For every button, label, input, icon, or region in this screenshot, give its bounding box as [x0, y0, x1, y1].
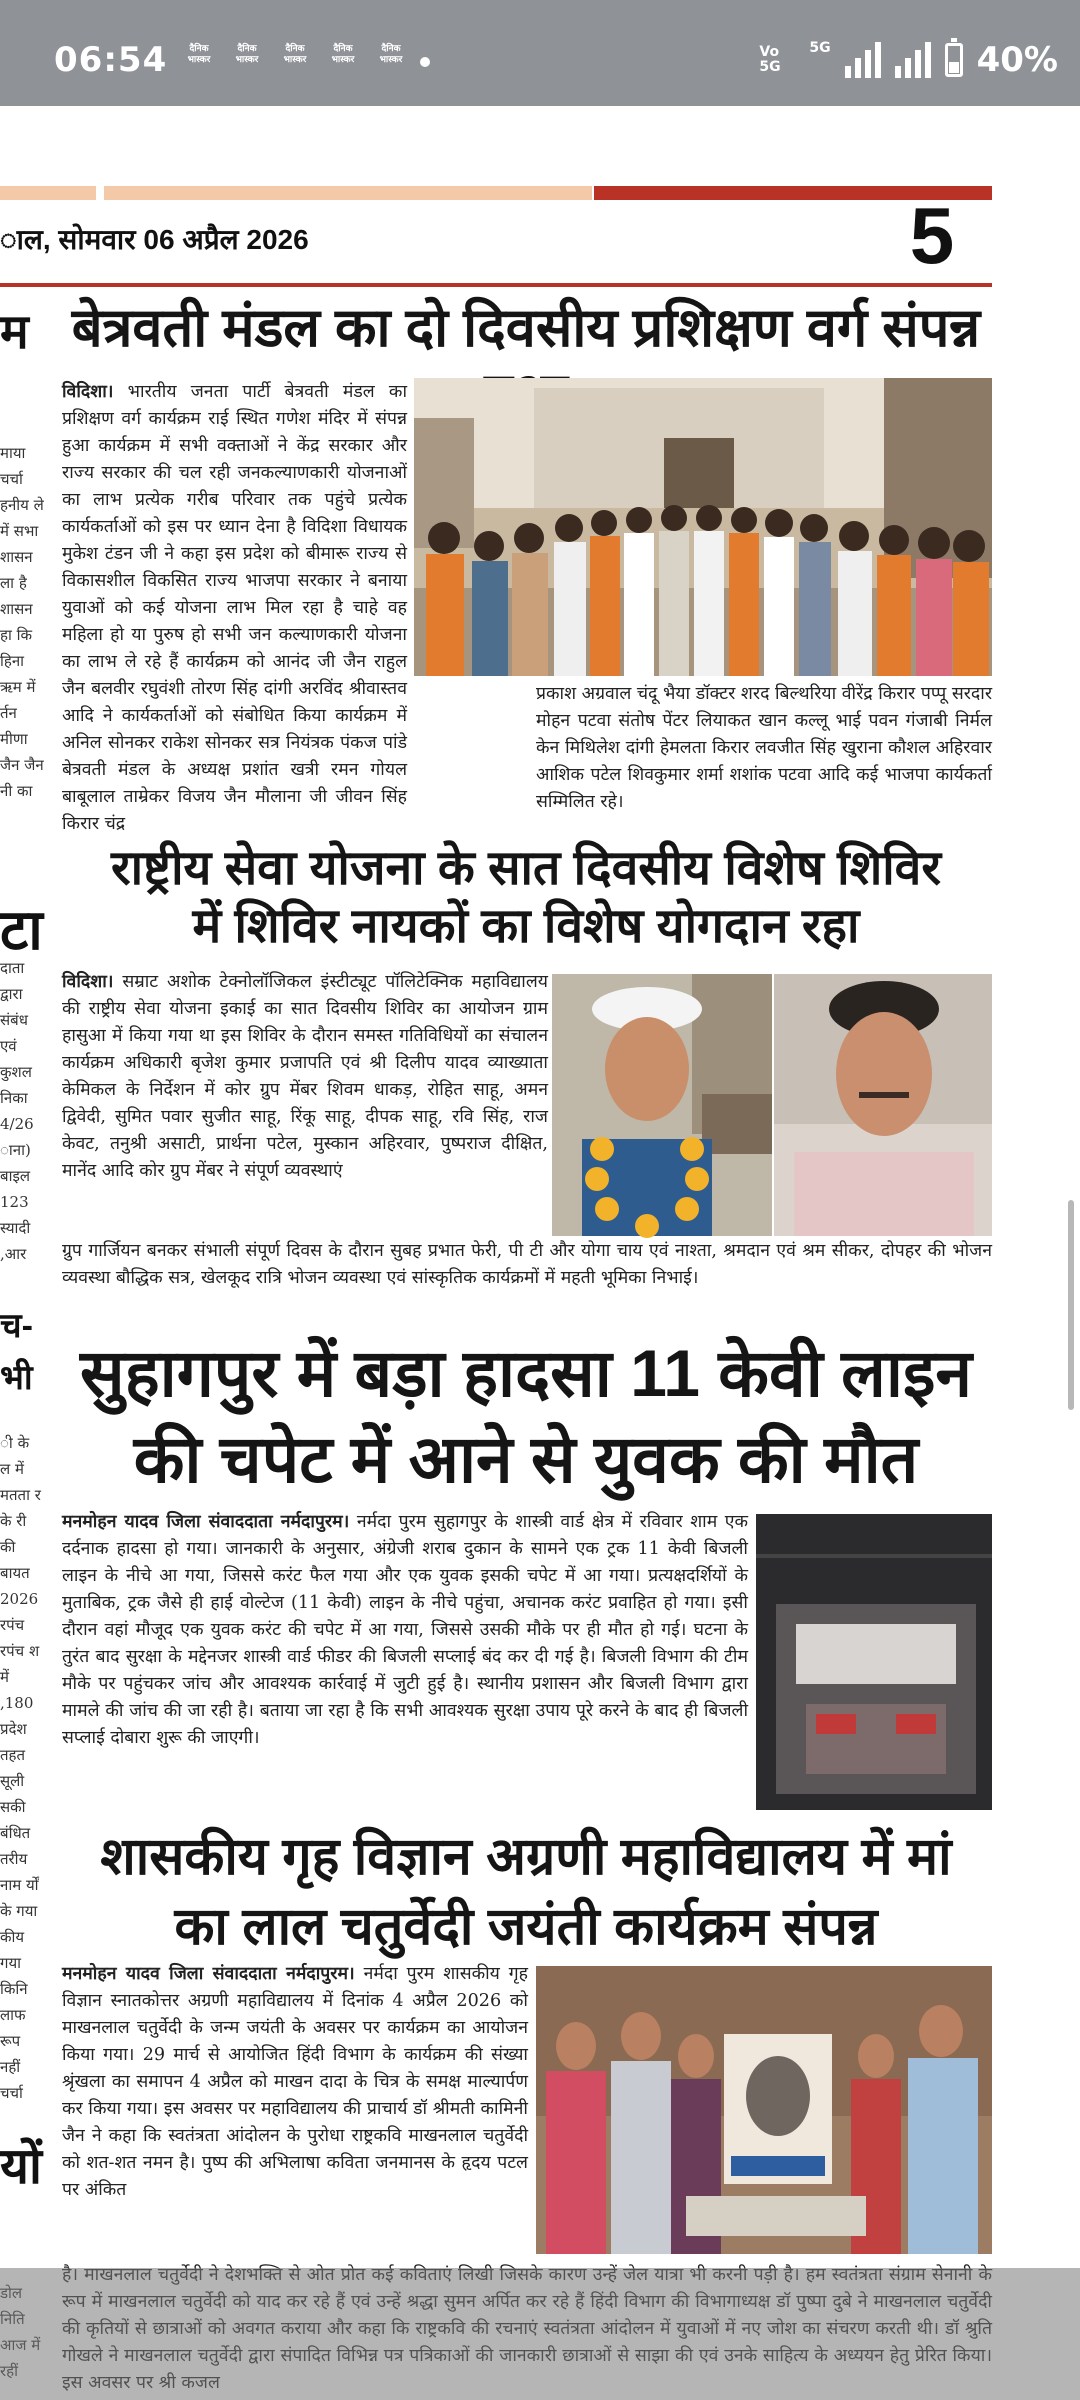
left-column-heading: टा — [0, 898, 43, 961]
article-dateline: मनमोहन यादव जिला संवाददाता नर्मदापुरम। — [62, 1511, 350, 1532]
header-bar-peach — [0, 186, 96, 200]
left-column-text: दाता द्वारा संबंध एवं कुशल निका 4/26 ाना) बाइल 123 स्यादी ,आर — [0, 959, 34, 1263]
leader-photo — [774, 974, 992, 1236]
article-headline-line: शासकीय गृह विज्ञान अग्रणी महाविद्यालय में मां — [100, 1828, 952, 1886]
article-headline-line: राष्ट्रीय सेवा योजना के सात दिवसीय विशेष शिविर — [110, 842, 941, 895]
signal-strength-icon — [845, 42, 881, 78]
notification-icons — [180, 44, 430, 78]
article-body-text: नर्मदा पुरम शासकीय गृह विज्ञान स्नातकोत्तर अग्रणी महाविद्यालय में दिनांक 4 अप्रैल 2026 को माखनलाल चतुर्वेदी के जन्म जयंती के अवसर पर कार्यक्रम का आयोजन किया गया। 29 मार्च से आयोजित हिंदी विभाग के कार्यक्रम की संख्या श्रृंखला का समापन 4 अप्रैल को माखन दादा के चित्र के समक्ष माल्यार्पण कर किया गया। इस अवसर पर महाविद्यालय की प्राचार्य डॉ श्रीमती कामिनी जैन ने कहा कि स्वतंत्रता आंदोलन के पुरोधा राष्ट्रकवि माखनलाल चतुर्वेदी को शत-शत नमन है। पुष्प की अभिलाषा कविता जनमानस के हृदय पटल पर अंकित — [62, 1964, 529, 2200]
battery-icon — [945, 43, 963, 77]
scrollbar-thumb[interactable] — [1068, 1200, 1074, 1410]
article-body-continued: ग्रुप गार्जियन बनकर संभाली संपूर्ण दिवस के दौरान सुबह प्रभात फेरी, पी टी और योगा चाय एवं नाश्ता, श्रमदान एवं श्रम सीकर, दोपहर की भोजन व्यवस्था बौद्धिक सत्र, खेलकूद रात्रि भोजन व्यवस्था एवं सांस्कृतिक कार्यक्रमों में महती भूमिका निभाई। — [62, 1241, 992, 1288]
article-body — [62, 968, 548, 1238]
status-indicators — [759, 40, 1058, 80]
news-app-icon: दैनिक भास्कर — [379, 44, 403, 65]
truck-accident-photo — [756, 1514, 992, 1810]
article-headline-line: की चपेट में आने से युवक की मौत — [133, 1422, 919, 1496]
navigation-overlay — [0, 2268, 1080, 2400]
article-headline-line: का लाल चतुर्वेदी जयंती कार्यक्रम संपन्न — [174, 1898, 878, 1956]
news-app-icon: दैनिक भास्कर — [331, 44, 355, 65]
article-headline-line: में शिविर नायकों का विशेष योगदान रहा — [192, 899, 860, 953]
article-body-continued: प्रकाश अग्रवाल चंदू भैया डॉक्टर शरद बिल्थरिया वीरेंद्र किरार पप्पू सरदार मोहन पटवा संतोष पेंटर लियाकत खान कल्लू भाई पवन गंजाबी निर्मल केन मिथिलेश दांगी हेमलता किरार लवजीत सिंह खुराना कौशल अहिरवार आशिक पटेल शिवकुमार शर्मा शशांक पटवा आदि कई भाजपा कार्यकर्ता सम्मिलित रहे। — [536, 684, 993, 812]
article-dateline: मनमोहन यादव जिला संवाददाता नर्मदापुरम। — [62, 1963, 355, 1984]
article-headline — [60, 1330, 992, 1502]
status-time: 06:54 — [54, 40, 168, 80]
network-type: 5G — [809, 40, 831, 56]
issue-date: ाल, सोमवार 06 अप्रैल 2026 — [0, 224, 309, 255]
status-bar — [0, 0, 1080, 106]
article-headline-line: सुहागपुर में बड़ा हादसा 11 केवी लाइन — [80, 1336, 972, 1410]
jayanti-event-photo — [536, 1966, 992, 2254]
article-body-text: नर्मदा पुरम सुहागपुर के शास्त्री वार्ड क्षेत्र में रविवार शाम एक दर्दनाक हादसा हो गया। जानकारी के अनुसार, अंग्रेजी शराब दुकान के सामने एक ट्रक 11 केवी बिजली लाइन के नीचे आ गया, जिससे करंट फैल गया और एक युवक इसकी चपेट में आ गया। प्रत्यक्षदर्शियों के मुताबिक, ट्रक जैसे ही हाई वोल्टेज (11 केवी) लाइन के नीचे पहुंचा, अचानक करंट प्रवाहित हो गया। इसी दौरान वहां मौजूद एक युवक करंट की चपेट में आ गया, जिससे उसकी मौके पर ही मौत हो गई। घटना के तुरंत बाद सुरक्षा के मद्देनजर शास्त्री वार्ड फीडर की बिजली सप्लाई बंद कर दी गई है। बिजली विभाग की टीम मौके पर पहुंचकर जांच और आवश्यक कार्रवाई में जुटी हुई है। स्थानीय प्रशासन और बिजली विभाग द्वारा मामले की जांच की जा रही है। बताया जा रहा है कि सभी आवश्यक सुरक्षा उपाय पूरे करने के बाद ही बिजली सप्लाई दोबारा शुरू की जाएगी। — [62, 1512, 749, 1748]
student-photo — [552, 974, 772, 1236]
left-column-text: माया चर्चा हनीय ले में सभा शासन ला है शासन हा कि हिना ऋम में र्तन मीणा जैन जैन नी का — [0, 444, 44, 800]
article-dateline: विदिशा। — [62, 381, 114, 402]
left-column-text: ी के ल में मतता र के री की बायत 2026 रपंच रपंच श में ,180 प्रदेश तहत सूली सकी बंधित तरीय नाम र्यों के गया कीय गया किनि लाफ रूप नहीं चर्चा — [0, 1434, 41, 2102]
left-column-heading: यों — [0, 2138, 42, 2194]
news-app-icon: दैनिक भास्कर — [235, 44, 259, 65]
battery-percent: 40% — [976, 40, 1058, 80]
header-bar-peach — [104, 186, 592, 200]
article-body-text: सम्राट अशोक टेक्नोलॉजिकल इंस्टीट्यूट पॉलिटेक्निक महाविद्यालय की राष्ट्रीय सेवा योजना इकाई का सात दिवसीय शिविर का आयोजन ग्राम हासुआ में किया गया था इस शिविर के दौरान समस्त गतिविधियों का संचालन कार्यक्रम अधिकारी बृजेश कुमार प्रजापति एवं श्री दिलीप यादव व्याख्याता केमिकल के निर्देशन में कोर ग्रुप मेंबर शिवम धाकड़, रोहित साहू, अमन द्विवेदी, सुमित पवार सुजीत साहू, रिंकू साहू, दीपक साहू, रवि सिंह, राज केवट, तनुश्री असाटी, प्रार्थना पटेल, मुस्कान अहिरवार, पुष्पराज दीक्षित, मानेंद आदि कोर ग्रुप मेंबर ने संपूर्ण व्यवस्थाएं — [62, 972, 548, 1181]
article-body — [62, 1508, 748, 1808]
article-body-text: भारतीय जनता पार्टी बेत्रवती मंडल का प्रशिक्षण वर्ग कार्यक्रम राई स्थित गणेश मंदिर में संपन्न हुआ कार्यक्रम में सभी वक्ताओं ने केंद्र सरकार और राज्य सरकार की चल रही जनकल्याणकारी योजनाओं का लाभ प्रत्येक गरीब परिवार तक पहुंचे प्रत्येक कार्यकर्ताओं को इस पर ध्यान देना है विदिशा विधायक मुकेश टंडन जी ने कहा इस प्रदेश को बीमारू राज्य से विकासशील विकसित राज्य भाजपा सरकार ने बनाया युवाओं को कई योजना लाभ मिल रहा है चाहे वह महिला हो या पुरुष हो सभी जन कल्याणकारी योजना का लाभ ले रहे हैं कार्यक्रम को आनंद जी जैन राहुल जैन बलवीर रघुवंशी तोरण सिंह दांगी अरविंद श्रीवास्तव आदि ने कार्यकर्ताओं को संबोधित किया कार्यक्रम में अनिल सोनकर राकेश सोनकर सत्र नियंत्रक पंकज पांडे बेत्रवती मंडल के अध्यक्ष प्रशांत खत्री रमन गोयल बाबूलाल ताम्रेकर विजय जैन मौलाना जी जीवन सिंह किरार चंद्र — [62, 382, 407, 834]
volte-indicator: Vo 5G — [759, 44, 781, 75]
news-app-icon: दैनिक भास्कर — [187, 44, 211, 65]
article-headline — [60, 840, 992, 955]
article-body — [62, 378, 407, 863]
accident-photo — [756, 1514, 992, 1810]
signal-strength-icon — [895, 42, 931, 78]
event-photo — [536, 1966, 992, 2254]
more-notifications-dot-icon — [420, 57, 430, 67]
left-column-heading: च- भी — [0, 1307, 33, 1397]
article-headline — [60, 1822, 992, 1962]
left-column-heading: म — [0, 306, 29, 359]
article-body — [62, 1960, 528, 2260]
article-dateline: विदिशा। — [62, 971, 114, 992]
news-app-icon: दैनिक भास्कर — [283, 44, 307, 65]
header-divider — [0, 283, 992, 287]
bjp-workers-group-photo — [414, 378, 992, 676]
page-number: 5 — [909, 191, 955, 280]
article-headline: बेत्रवती मंडल का दो दिवसीय प्रशिक्षण वर्ग संपन्न — [71, 298, 981, 358]
nss-leader-photo — [774, 974, 992, 1236]
nss-student-photo — [552, 974, 772, 1236]
group-photo — [414, 378, 992, 676]
